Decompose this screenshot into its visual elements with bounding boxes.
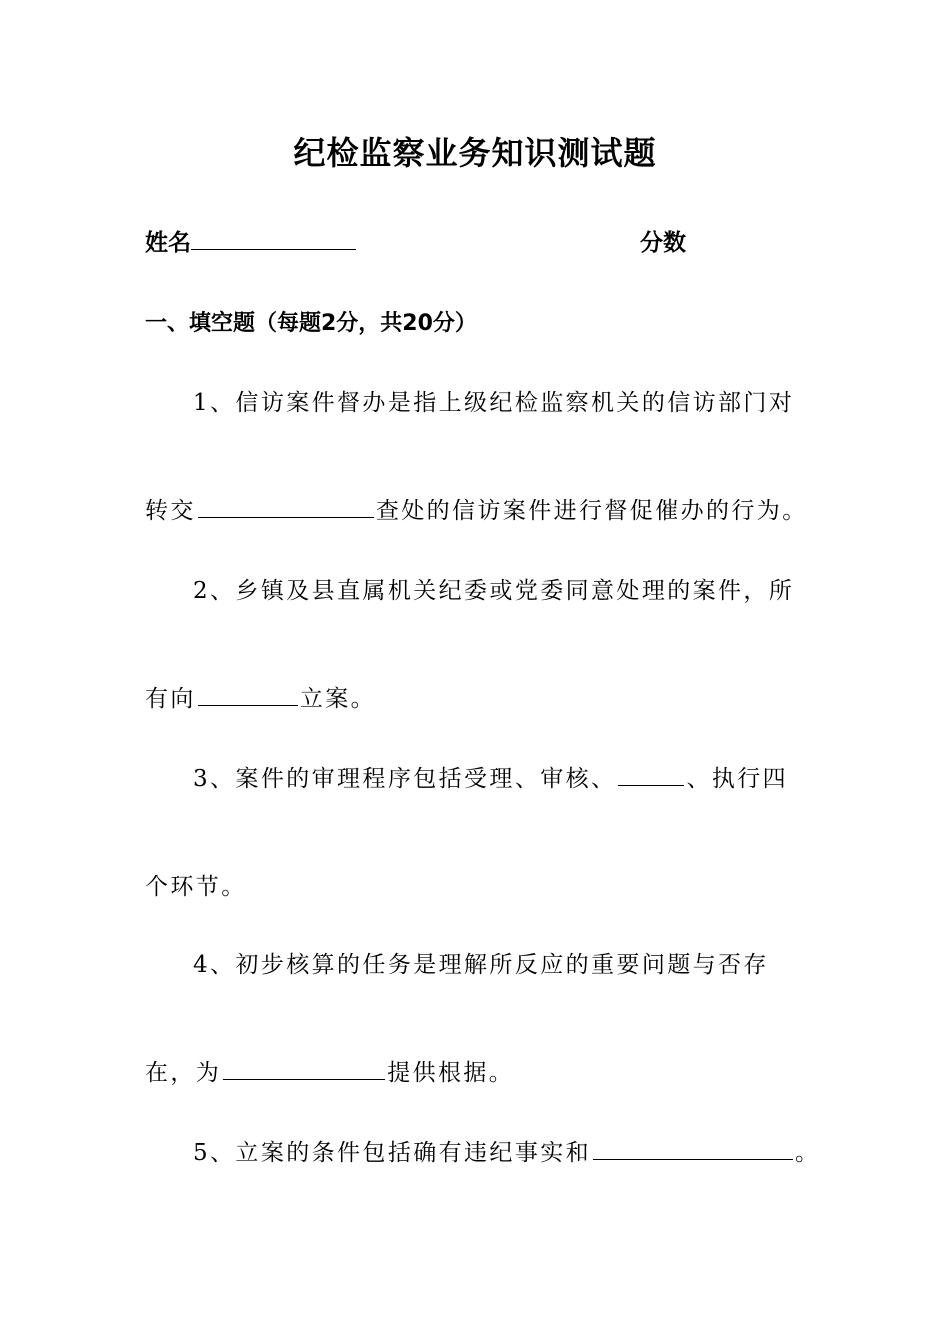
name-field (145, 224, 358, 257)
question-4-prefix: 在，为 (145, 1060, 222, 1086)
question-1-suffix: 查处的信访案件进行督促催办的行为。 (375, 498, 808, 524)
question-5-blank (593, 1137, 793, 1160)
question-4-line-1: 4、初步核算的任务是理解所反应的重要问题与否存 (193, 952, 769, 978)
question-3-line-2: 个环节。 (145, 874, 247, 900)
question-1-line-1: 1、信访案件督办是指上级纪检监察机关的信访部门对 (193, 390, 795, 416)
page-title: 纪检监察业务知识测试题 (293, 134, 657, 172)
score-label: 分数 (640, 230, 686, 256)
question-1-blank (198, 495, 374, 518)
name-label: 姓名 (145, 230, 191, 256)
question-1-prefix: 转交 (145, 498, 196, 524)
question-2-suffix: 立案。 (299, 686, 377, 712)
question-2-line-2 (145, 680, 376, 713)
question-2-blank (198, 683, 298, 706)
question-5-suffix: 。 (795, 1140, 821, 1166)
question-3-prefix: 3、案件的审理程序包括受理、审核、 (193, 766, 617, 792)
question-3-blank (618, 763, 684, 786)
question-5-prefix: 5、立案的条件包括确有违纪事实和 (193, 1140, 592, 1166)
question-4-blank (223, 1057, 385, 1080)
question-4-suffix: 提供根据。 (387, 1060, 515, 1086)
question-3-line-1 (193, 760, 788, 793)
question-4-line-2 (145, 1054, 514, 1087)
section-heading: 一、填空题（每题2分，共20分） (145, 311, 477, 336)
question-5-line-1 (193, 1134, 820, 1167)
question-2-prefix: 有向 (145, 686, 196, 712)
question-3-suffix: 、执行四 (686, 766, 789, 792)
question-2-line-1: 2、乡镇及县直属机关纪委或党委同意处理的案件，所 (193, 578, 795, 604)
name-blank (191, 227, 356, 250)
question-1-line-2 (145, 492, 808, 525)
